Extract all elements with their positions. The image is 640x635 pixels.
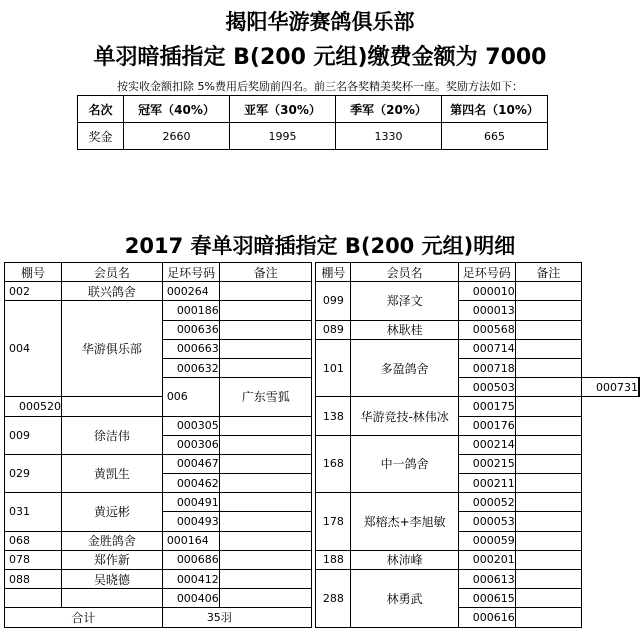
remark-cell: [515, 397, 581, 416]
prize-value: 1330: [336, 123, 442, 150]
remark-cell: [515, 378, 581, 397]
remark-cell: [515, 454, 581, 473]
remark-cell: [515, 608, 581, 627]
ring-number: 000491: [162, 493, 220, 512]
pen-number: 101: [316, 339, 351, 397]
remark-cell: [515, 589, 581, 608]
ring-number: 000214: [458, 435, 515, 454]
remark-cell: [220, 589, 312, 608]
ring-number: 000215: [458, 454, 515, 473]
ring-number: 000406: [162, 589, 220, 608]
remark-cell: [220, 339, 312, 358]
remark-cell: [220, 570, 312, 589]
ring-number: 000462: [162, 474, 220, 493]
member-name: 郑榕杰+李旭敏: [351, 493, 458, 551]
ring-number: 000186: [162, 301, 220, 320]
pen-number: 078: [5, 550, 62, 569]
remark-cell: [515, 358, 581, 377]
prize-header-cell: 冠军（40%）: [124, 96, 230, 123]
ring-number: 000013: [458, 301, 515, 320]
column-header: 会员名: [351, 263, 458, 282]
pen-number: 031: [5, 493, 62, 531]
fee-subtitle: 单羽暗插指定 B(200 元组)缴费金额为 7000: [93, 45, 547, 70]
prize-header-cell: 亚军（30%）: [230, 96, 336, 123]
column-header: 会员名: [62, 263, 163, 282]
ring-number: 000520: [5, 397, 62, 416]
table-header-row: [5, 263, 640, 282]
remark-cell: [515, 570, 581, 589]
ring-number: 000718: [458, 358, 515, 377]
ring-number: 000686: [162, 550, 220, 569]
ring-number: 000493: [162, 512, 220, 531]
member-name-empty: [62, 589, 163, 608]
remark-cell: [220, 282, 312, 301]
member-name: 黄远彬: [62, 493, 163, 531]
ring-number: 000264: [162, 282, 220, 301]
ring-number: 000632: [162, 358, 220, 377]
member-name: 华游竞技-林伟冰: [351, 397, 458, 435]
pen-number: 088: [5, 570, 62, 589]
remark-cell: [515, 301, 581, 320]
remark-cell: [515, 435, 581, 454]
table-row: [5, 493, 640, 512]
column-header: 备注: [220, 263, 312, 282]
ring-number: 000731: [582, 378, 639, 397]
ring-number: 000010: [458, 282, 515, 301]
member-name: 徐洁伟: [62, 416, 163, 454]
ring-number: 000663: [162, 339, 220, 358]
pen-number: 089: [316, 320, 351, 339]
remark-cell: [62, 397, 163, 416]
pen-number-empty: [5, 589, 62, 608]
member-name: 黄凯生: [62, 454, 163, 492]
prize-value: 665: [442, 123, 548, 150]
member-name: 广东雪狐: [220, 378, 312, 416]
ring-number: 000503: [458, 378, 515, 397]
pen-number: 004: [5, 301, 62, 397]
pen-number: 029: [5, 454, 62, 492]
table-row: [5, 397, 640, 416]
ring-number: 000211: [458, 474, 515, 493]
prize-header-cell: 季军（20%）: [336, 96, 442, 123]
pen-number: 178: [316, 493, 351, 551]
prize-table: [77, 95, 548, 150]
ring-number: 000164: [162, 531, 220, 550]
remark-cell: [515, 282, 581, 301]
pen-number: 288: [316, 570, 351, 628]
ring-number: 000615: [458, 589, 515, 608]
member-name: 郑作新: [62, 550, 163, 569]
ring-number: 000201: [458, 550, 515, 569]
ring-number: 000306: [162, 435, 220, 454]
remark-cell: [515, 339, 581, 358]
column-header: 棚号: [316, 263, 351, 282]
remark-cell: [515, 550, 581, 569]
remark-cell: [515, 531, 581, 550]
ring-number: 000053: [458, 512, 515, 531]
member-name: 联兴鸽舍: [62, 282, 163, 301]
member-name: 中一鸽舍: [351, 435, 458, 493]
table-row: [5, 550, 640, 569]
remark-cell: [220, 358, 312, 377]
member-name: 林耿桂: [351, 320, 458, 339]
pen-number: 099: [316, 282, 351, 320]
remark-cell: [515, 474, 581, 493]
ring-number: 000714: [458, 339, 515, 358]
ring-number: 000052: [458, 493, 515, 512]
pen-number: 068: [5, 531, 62, 550]
remark-cell: [515, 512, 581, 531]
remark-cell: [220, 474, 312, 493]
prize-header-cell: 名次: [78, 96, 124, 123]
column-header: 足环号码: [458, 263, 515, 282]
remark-cell: [220, 301, 312, 320]
pen-number: 168: [316, 435, 351, 493]
ring-number: 000616: [458, 608, 515, 627]
remark-cell: [220, 454, 312, 473]
award-note: 按实收金额扣除 5%费用后奖励前四名。前三名各奖精美奖杯一座。奖励方法如下：: [117, 80, 523, 93]
column-header: 足环号码: [162, 263, 220, 282]
ring-number: 000568: [458, 320, 515, 339]
remark-cell: [515, 493, 581, 512]
remark-cell: [220, 320, 312, 339]
prize-header-row: [78, 96, 548, 123]
detail-table: [4, 262, 640, 628]
prize-value: 1995: [230, 123, 336, 150]
ring-number: 000636: [162, 320, 220, 339]
pen-number: 009: [5, 416, 62, 454]
remark-cell: [220, 493, 312, 512]
ring-number: 000467: [162, 454, 220, 473]
pen-number: 002: [5, 282, 62, 301]
prize-value: 2660: [124, 123, 230, 150]
ring-number: 000176: [458, 416, 515, 435]
club-title: 揭阳华游赛鸽俱乐部: [225, 9, 415, 34]
table-row: [5, 282, 640, 301]
table-row: [5, 570, 640, 589]
ring-number: 000412: [162, 570, 220, 589]
pen-number: 006: [162, 378, 220, 416]
ring-number: 000175: [458, 397, 515, 416]
total-label: 合计: [5, 608, 163, 627]
remark-cell: [639, 378, 640, 397]
remark-cell: [220, 416, 312, 435]
remark-cell: [220, 531, 312, 550]
ring-number: 000613: [458, 570, 515, 589]
remark-cell: [515, 320, 581, 339]
total-value: 35羽: [162, 608, 311, 627]
column-header: 备注: [515, 263, 581, 282]
member-name: 郑泽文: [351, 282, 458, 320]
ring-number: 000059: [458, 531, 515, 550]
member-name: 吴晓德: [62, 570, 163, 589]
column-header: 棚号: [5, 263, 62, 282]
member-name: 多盈鸽舍: [351, 339, 458, 397]
remark-cell: [515, 416, 581, 435]
remark-cell: [220, 512, 312, 531]
pen-number: 188: [316, 550, 351, 569]
remark-cell: [220, 435, 312, 454]
prize-header-cell: 第四名（10%）: [442, 96, 548, 123]
member-name: 华游俱乐部: [62, 301, 163, 397]
prize-row-label: 奖金: [78, 123, 124, 150]
detail-title: 2017 春单羽暗插指定 B(200 元组)明细: [124, 234, 516, 258]
member-name: 林勇武: [351, 570, 458, 628]
prize-value-row: [78, 123, 548, 150]
pen-number: 138: [316, 397, 351, 435]
member-name: 林沛峰: [351, 550, 458, 569]
member-name: 金胜鸽舍: [62, 531, 163, 550]
remark-cell: [220, 550, 312, 569]
ring-number: 000305: [162, 416, 220, 435]
